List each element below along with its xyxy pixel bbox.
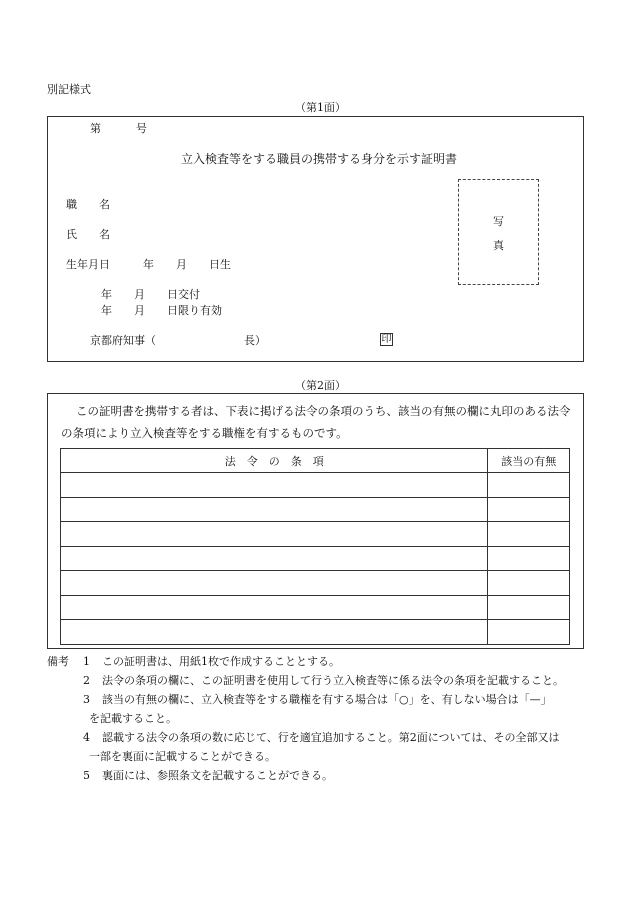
clause-cell[interactable] (61, 546, 488, 571)
applicable-cell[interactable] (488, 620, 570, 645)
certificate-number-suffix: 号 (136, 122, 147, 135)
photo-box (458, 179, 539, 285)
issuer-line: 京都府知事（ 長） (90, 334, 266, 347)
field-birthdate: 生年月日 年 月 日生 (66, 258, 231, 271)
certificate-number-prefix: 第 (90, 122, 101, 135)
face1-caption: （第1面） (295, 101, 346, 114)
note-number: 5 (83, 769, 90, 782)
applicable-cell[interactable] (488, 595, 570, 620)
form-label: 別記様式 (47, 83, 91, 96)
note-number: 4 (83, 731, 90, 744)
notes-heading: 備考 (47, 655, 69, 668)
table-row (61, 595, 570, 620)
face2-text-line2: の条項により立入検査等をする職権を有するものです。 (61, 426, 348, 440)
seal-mark: 印 (381, 334, 392, 345)
face1-frame (47, 116, 584, 362)
field-name: 氏 名 (66, 228, 110, 241)
clause-cell[interactable] (61, 473, 488, 498)
field-position: 職 名 (66, 198, 110, 211)
table-row (61, 620, 570, 645)
face2-frame (47, 393, 584, 649)
note-text-continued: を記載すること。 (89, 712, 177, 725)
clause-cell[interactable] (61, 522, 488, 547)
clause-cell[interactable] (61, 595, 488, 620)
note-text: 法令の条項の欄に、この証明書を使用して行う立入検査等に係る法令の条項を記載すること。 (102, 674, 564, 687)
clause-column-header: 法 令 の 条 項 (61, 449, 488, 473)
applicable-cell[interactable] (488, 497, 570, 522)
issue-date-line: 年 月 日交付 (101, 288, 200, 301)
note-text: 該当の有無の欄に、立入検査等をする職権を有する場合は「○」を、有しない場合は「—」 (102, 693, 552, 706)
note-number: 1 (83, 655, 90, 668)
valid-until-line: 年 月 日限り有効 (101, 304, 222, 317)
table-row (61, 497, 570, 522)
clause-cell[interactable] (61, 620, 488, 645)
table-row (61, 522, 570, 547)
table-row (61, 473, 570, 498)
note-text: 裏面には、参照条文を記載することができる。 (102, 769, 333, 782)
face2-text-line1: この証明書を携帯する者は、下表に掲げる法令の条項のうち、該当の有無の欄に丸印のある法令 (76, 404, 571, 418)
clause-cell[interactable] (61, 571, 488, 596)
clause-cell[interactable] (61, 497, 488, 522)
note-text: この証明書は、用紙1枚で作成することとする。 (102, 655, 340, 668)
applicable-column-header: 該当の有無 (488, 449, 570, 473)
note-number: 3 (83, 693, 90, 706)
certificate-title: 立入検査等をする職員の携帯する身分を示す証明書 (181, 152, 458, 166)
applicable-cell[interactable] (488, 571, 570, 596)
applicable-cell[interactable] (488, 473, 570, 498)
note-number: 2 (83, 674, 90, 687)
note-text: 認載する法令の条項の数に応じて、行を適宜追加すること。第2面については、その全部又は (102, 731, 560, 744)
photo-label-top: 写 (493, 215, 504, 228)
table-row (61, 571, 570, 596)
note-text-continued: 一部を裏面に記載することができる。 (89, 750, 276, 763)
applicable-cell[interactable] (488, 546, 570, 571)
clause-table (60, 448, 570, 645)
photo-label-bottom: 真 (493, 239, 504, 252)
applicable-cell[interactable] (488, 522, 570, 547)
table-row (61, 546, 570, 571)
face2-caption: （第2面） (295, 379, 346, 392)
